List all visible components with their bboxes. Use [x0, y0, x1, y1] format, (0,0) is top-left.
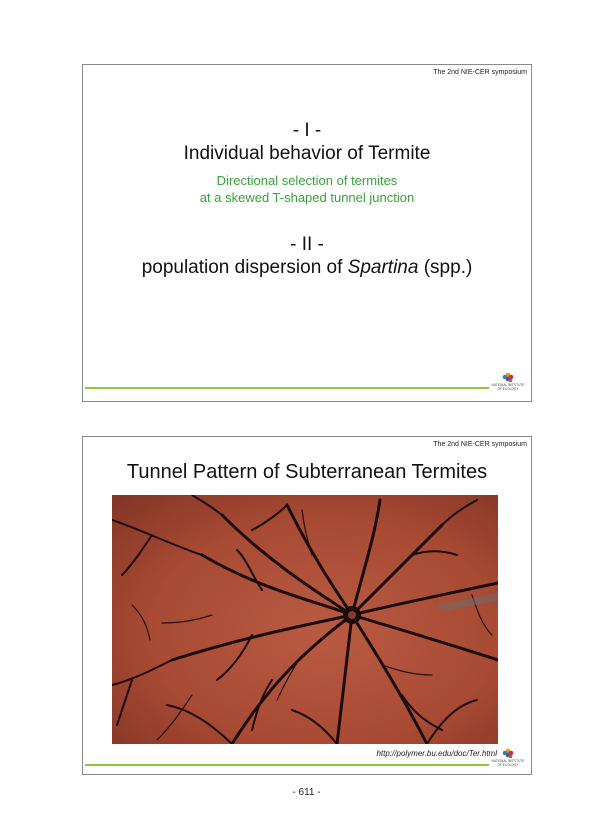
part1-number: - I - [292, 120, 322, 141]
institute-logo [491, 371, 525, 397]
slide-header: The 2nd NIE-CER symposium [433, 441, 527, 448]
accent-line [85, 764, 489, 766]
slide-1 [82, 64, 532, 402]
part2-title-italic: Spartina [347, 257, 419, 278]
slide-2 [82, 436, 532, 775]
part2-title [83, 257, 531, 279]
part1-subtitle-line1: Directional selection of termites [216, 173, 398, 188]
part1-title: Individual behavior of Termite [183, 143, 431, 164]
accent-line [85, 387, 489, 389]
page-number: - 611 - [292, 787, 321, 798]
logo-text [491, 384, 525, 391]
slide-header: The 2nd NIE-CER symposium [433, 69, 527, 76]
logo-text-line2: OF ECOLOGY [497, 386, 519, 391]
slide-title: Tunnel Pattern of Subterranean Termites [126, 461, 488, 483]
logo-text [491, 760, 525, 767]
logo-text-line2: OF ECOLOGY [497, 762, 519, 767]
part1-subtitle-line2: at a skewed T-shaped tunnel junction [199, 190, 415, 205]
part2-title-prefix: population dispersion of [141, 257, 348, 278]
part2-number: - II - [290, 234, 324, 255]
termite-tunnel-photo [112, 495, 498, 744]
logo-text-line1: NATIONAL INSTITUTE [491, 759, 525, 763]
part2-title-suffix: (spp.) [418, 257, 473, 278]
logo-text-line1: NATIONAL INSTITUTE [491, 383, 525, 387]
source-url: http://polymer.bu.edu/doc/Ter.html [376, 749, 497, 758]
institute-logo [491, 747, 525, 773]
